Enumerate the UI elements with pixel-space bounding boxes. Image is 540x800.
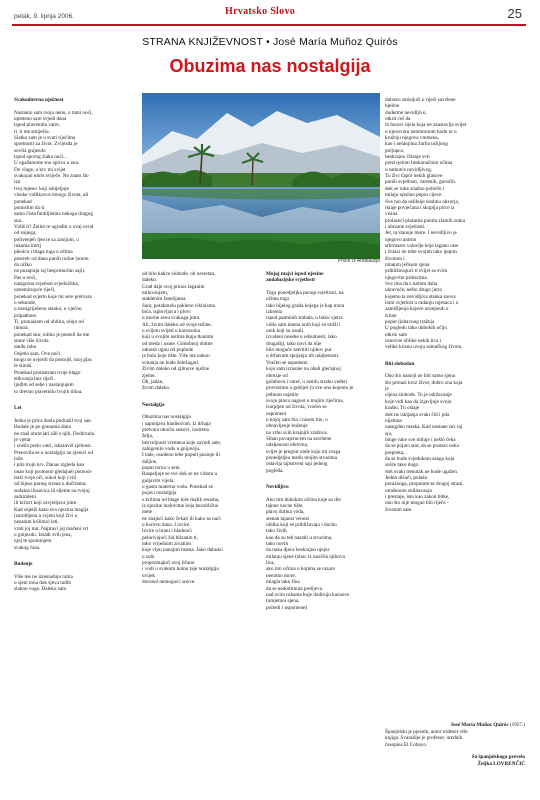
poem-line: i sapunjava hladnoćom. Iz drhaja <box>142 420 211 427</box>
poem-line: u nezagriješenu stanku, u vječnu <box>14 306 82 313</box>
poem-line: Hodale je po granama dana <box>14 424 71 431</box>
poem-line: provezimu u gubiješ (u sve ono kojemu je <box>266 385 354 392</box>
poem-line: izvašeni nosehe u odsutnosti, lako <box>266 334 337 341</box>
poem-line: dok svaki trenutak ne bude ugažen. <box>385 468 459 475</box>
poem-line: popnt tornu u seni. <box>142 464 181 471</box>
poem-line: njegovo antrno <box>385 236 417 243</box>
poem-line: guljavim vijela, <box>142 477 175 484</box>
poem-line: Obuzima nas nostalgija <box>142 414 191 421</box>
poem-line: Siban povajerucem na savršene <box>266 435 332 442</box>
poem-line: (zarobljena u svjetu koji živi u <box>14 513 78 519</box>
poem-line: i prestaje, isto kao zakon bitke, <box>385 493 450 500</box>
bio-author-name: José María Muñoz Quirós <box>450 722 509 728</box>
poem-line: pripadnost. <box>14 312 38 319</box>
poem-line: jedinim osjetilo <box>266 391 299 398</box>
poem-line: d.hne <box>385 312 397 319</box>
poem-line: Slatko sam je u svati riječima <box>14 135 76 142</box>
poem-line: Sanr, potakmelu pakleno cikluisma <box>142 302 215 309</box>
poem-line: toko vrijeđuim zivatiim <box>142 541 191 548</box>
poem-line: sovila gnijezdo <box>14 147 46 154</box>
poem-line: obrezje od <box>266 372 288 379</box>
poem-line: tako živih <box>266 528 287 535</box>
poem-line: prolazeći plažama punim zlatnih zraka <box>385 217 466 224</box>
poem-line: beskrajno čišanje svti <box>385 154 430 161</box>
poem-line: bića, isplovljava i plovi <box>142 309 191 316</box>
poem-line: pelurivajući žid blizanin ti, <box>142 534 198 541</box>
poem-line: i ubrzane svjetlosti. <box>385 223 426 230</box>
poem-line: lica, <box>266 560 275 567</box>
photo-caption: Prizor iz Andaluzije <box>337 258 380 264</box>
poem-line: približavajući ti svijet sa svim <box>385 268 448 275</box>
poem-line: očima toga <box>266 296 289 303</box>
poem-line: punih svjetlosti, vatrenih, goručih. <box>385 179 457 186</box>
poem-line: staklenim fanelijama. <box>142 296 187 303</box>
poem-line: Jer, ta stanuje more. I nevidljivo je <box>385 230 457 237</box>
poem-line: iz njezine malovitne koja bezoblično <box>142 503 219 510</box>
bio-line: časopisa El Cobayo. <box>385 741 428 748</box>
poem-title: Mojoj majci ispod njezine <box>266 271 324 277</box>
poem-line: ponekad <box>14 198 32 205</box>
poem-line: visina <box>385 211 398 218</box>
poem-line: svakojan miris sviječe. Ne znam što <box>14 173 89 180</box>
poem-line: svitanja ne bude želežagari. <box>142 359 200 366</box>
stanza-gap <box>142 392 266 402</box>
poem-line: da se bude svjedokom sanga koja <box>385 455 455 462</box>
poem-line: uznemirujuće riječi, <box>14 287 56 294</box>
poem-line: u korovu dana. I izvire. <box>142 522 191 529</box>
poem-line: kraštu. Tu ostaje <box>385 405 420 412</box>
poem-title: Biti slobodan <box>385 360 415 367</box>
poem-line: svoju plavu nagoot u mojim riječima, <box>266 397 344 404</box>
poem-line: da se nedodirnuta prelijeva <box>266 585 323 592</box>
translator-name: Željka LOVRENČIĆ <box>477 760 525 767</box>
text-column-3 <box>266 271 382 611</box>
poem-line: i srušla prelo vatri, iskazaviš zjelnost. <box>14 443 92 450</box>
poem-line: koje vidi kao da izjavljuje svoju <box>385 398 452 405</box>
poem-line: Više me ne iznenađuju ratna <box>14 573 73 580</box>
poem-line: (umjetnoi sjena, <box>266 598 300 605</box>
poem-line: da nižko <box>14 261 32 268</box>
poem-line: svakog časa. <box>14 544 41 551</box>
text-column-2 <box>142 271 266 586</box>
poem-line: ne pozajraju taj besprimočan saji). <box>14 268 86 275</box>
poem-line: i čolazi do tebe svojim tako ijepim <box>385 249 457 256</box>
poem-line: Vidiš li? Želim te ugrađiti u ovaj uvod <box>14 223 94 230</box>
poem-line: nenutno more, <box>266 572 296 579</box>
poem-line: dok se ruke snažno polrečn i <box>385 185 445 192</box>
poem-line: Ponekad promatram tvoje blago <box>14 369 81 376</box>
newspaper-brand: Hrvatsko Slovo <box>225 6 296 17</box>
poem-line: ili krilcrt koji osvjetljava jutre. <box>14 500 78 507</box>
poem-line: zjeme. <box>142 372 156 379</box>
poem-line: vrati joj mir. Najtravi joj mačeni vrt <box>14 525 89 532</box>
poem-line: da nuka djeca beskrajno njejnc <box>266 547 330 554</box>
poem-line: dok ne iskljanja svaki čid i pda <box>385 411 450 418</box>
poem-line: ponedjeljka među mojim stvarima <box>266 454 338 461</box>
text-column-1 <box>14 97 138 593</box>
poem-title: Budenje <box>14 561 33 568</box>
poem-line: Ali, živim daleko od svoje težine, <box>142 321 212 328</box>
poem-line: plenicu i blaga tuga u očima <box>14 249 73 256</box>
poem-line: i vodi u svakom kutnu taje nostalgija <box>142 566 219 573</box>
poem-line: ponekad snu; ioliko je postoli da me <box>14 331 90 338</box>
poem-line: mogu se uvjeriti da postojiš, moj glas <box>14 357 92 364</box>
poem-line: u morne seou svakoga jutra. <box>142 315 201 322</box>
poem-line: kružnju njegova vremena, <box>385 135 440 142</box>
poem-line: doronol nemogućc snove. <box>142 579 196 586</box>
poem-title: Svakodnevna nježnost <box>14 97 64 103</box>
poem-line: sadrimleni <box>14 493 36 500</box>
poem-line: želja, <box>142 433 154 440</box>
poem-line: mete <box>142 509 153 516</box>
poem-line: stune više života <box>14 338 49 345</box>
poem-line: i pila trojn krv. Danas izgleda kao <box>14 462 85 469</box>
poem-line: ispod palminih stabala, u buku vjetra <box>266 315 343 322</box>
poem-line: životom i <box>385 255 405 262</box>
poem-line: ne znajući kako čekati ili kako se naći <box>142 515 221 522</box>
poem-line: upleteno sam svjedi dana <box>14 116 67 123</box>
poem-line: lože <box>14 455 23 462</box>
poem-line: golubova i vatre, u zemlu strahu veđeri <box>266 378 348 385</box>
poem-line: njegovim pritiscima. <box>385 274 428 281</box>
poem-title: Nostalgija <box>142 401 165 408</box>
poem-line: Ti, pronaziem od obbira, olujo od <box>14 319 84 326</box>
poem-line: u sobi <box>142 553 155 560</box>
poem-line: polivenjeh ljen te sa zanijom, u <box>14 236 79 243</box>
poem-line: Sve tuo da oslikuje sunhnu obzorja, <box>385 198 460 205</box>
poem-line: osnovne oblike nekih lica i <box>385 338 441 345</box>
poem-line: u kojoj sam bio i nisem bio, u <box>266 416 328 423</box>
poem-line: ukravuče, nešto drugo jutro <box>385 287 443 294</box>
poem-line: velike krisnu uvoju samačkog života. <box>385 344 463 351</box>
poem-line: slabnu vuge. Daleko sam <box>14 586 67 593</box>
poem-line: u gustu maternu voda. Ponekad se <box>142 484 213 490</box>
poem-line: od snijega, <box>14 230 37 237</box>
poem-title: andaluzijske svjetlosti <box>266 277 315 284</box>
stanza-gap <box>14 551 138 561</box>
poem-line: kao da su tek nastali u stvarima, <box>266 534 333 541</box>
poem-line: da se pojavi star, da se postavi neka <box>385 443 459 450</box>
stanza-gap <box>385 351 525 361</box>
poem-line: visoke vidlikovce mnogo života, ali <box>14 192 89 199</box>
poem-line: ih boravi tijela koja ne zaustavlja svijet <box>385 122 467 129</box>
poem-line: samo čista fantiljistina nekoga drugog <box>14 211 93 218</box>
poem-line: Ono što nastoji ne biti samo sjena <box>385 373 456 380</box>
poem-line: u svijetu svijeti u kaveznina <box>142 328 200 335</box>
poem-line: prezivjelom beskonačnim očima <box>385 160 453 167</box>
poem-line: duboko smisljuči u riječi savršene <box>385 97 456 103</box>
poem-line: na vrhu svih krajnjih zražnva. <box>266 429 328 436</box>
poem-line: plavu dulina voda, <box>266 509 305 516</box>
author-bio <box>385 722 525 768</box>
poem-line: Raspeljuje se sve dok se ne vidom u <box>142 471 218 478</box>
poem-line: iza <box>14 179 21 186</box>
poem-line: poljupca, <box>385 147 405 154</box>
poem-line: milaju njezino poput cijece. <box>385 192 443 199</box>
poem-line: Toga ponedjeljka ponop svjetlosti, na <box>266 290 344 297</box>
poem-line: sna. <box>14 217 23 224</box>
poem-line: onih koji su ostali. <box>266 328 305 335</box>
poem-line: poniznoga, propulute se drugoj strani, <box>385 481 464 488</box>
poem-line: spretnosti za život. Zvijezda je <box>14 141 78 148</box>
poem-line: U pogledu tako dubokih očiju <box>385 325 447 332</box>
poem-line: u sjeni tona dok sjeva tuđih <box>14 580 71 587</box>
poem-line: to drevno plavetnilo tvojih tilina. <box>14 388 83 395</box>
poem-line: živenim sate. <box>385 506 413 513</box>
poem-line: obnavljenje boženje <box>266 423 308 430</box>
poem-line: od bilo kakve slobode, oh nesretan, <box>142 271 216 277</box>
poem-line: lomi svjetlost u radanju mjesaca i u <box>385 300 459 306</box>
poem-line: koje vijtu nanajim imena. Jako dubuko <box>142 547 223 554</box>
poem-line: ono što nije mogao biti riječe - <box>385 500 449 507</box>
poem-line: zabigenilo vodo u gnijaviju. <box>142 445 201 452</box>
article-title: Obuzima nas nostalgija <box>169 56 371 76</box>
poem-line: nezanim krilima) leti, <box>14 519 59 526</box>
bio-line: knjiga. Svaralilje je profesor, urednik <box>385 735 463 742</box>
poem-line: je vjetar <box>14 436 31 443</box>
poem-line: Osjetio sam. Ove noći <box>14 350 61 357</box>
page-header <box>12 4 526 26</box>
poem-line: ponekad svjetlo koje mi sere pretvara <box>14 293 92 300</box>
poem-line: Pas u noći, <box>14 274 37 281</box>
poem-line: pomislim da si <box>14 204 45 211</box>
poem-line: je bolo koje tište. Više me nakon <box>142 353 210 360</box>
poem-title: Nevidljivo <box>266 484 289 490</box>
poem-line: izkresla <box>266 309 283 316</box>
poem-line: živim daleko. <box>142 385 171 392</box>
poem-line: udaljenosti obrevna, <box>266 442 309 449</box>
stanza-gap <box>14 395 138 405</box>
poem-line: Do vlage, u krv mi svijet <box>14 166 66 173</box>
poem-line: nasigurna svjetlost svjedočitka, <box>14 280 79 287</box>
poem-line: pretvara ukočni sokovi, izotrena <box>142 426 209 433</box>
poem-line: pojavi nostalgija <box>142 490 177 497</box>
poem-line: kojemu ta nevidljiva stanka snova <box>385 293 456 300</box>
poem-line: Oh, jadan, <box>142 378 164 385</box>
poem-line: bezvoljnost vremena koje zavodi sate, <box>142 439 222 446</box>
poem-line: u sekunde, <box>14 300 37 306</box>
poem-line: Grad daje svoj prinos laganim <box>142 283 205 290</box>
poem-line: nijemna <box>385 417 402 424</box>
poem-line: onao koji promono gledajuéi pomoće <box>14 468 92 475</box>
poem-line: uvijek <box>142 572 155 579</box>
poem-line: stenan tajanst venost <box>266 515 309 522</box>
poem-line: što prolazi kroz život, dobro zna koja <box>385 379 463 386</box>
poem-line: iktaje povječana i skuplja pirce iz <box>385 204 455 211</box>
poem-line: od bijesa punog straua u dočirama; <box>14 481 87 488</box>
poem-line: Jednn dišuči, polako <box>385 474 428 481</box>
poem-line: u gnijezdu. Izsadi svih jena, <box>14 532 72 539</box>
poem-line: sju, <box>385 430 393 437</box>
poem-line: u samotće nevidljivog. <box>385 166 433 173</box>
poem-line: duderme nevidljivo, <box>385 109 427 116</box>
poem-line: nasugdno maska. Kad nastane sav taj <box>385 424 463 431</box>
poem-line: pogleda. <box>266 467 284 474</box>
bio-author-year: (1957.) <box>508 722 525 728</box>
poem-line: propozmajući svoj ličano <box>142 560 195 567</box>
poem-line: isurpljen od života, vraćen se <box>266 404 327 411</box>
poem-line: milovanjem, <box>142 290 169 297</box>
page-number: 25 <box>507 6 522 21</box>
poem-line: ispod plavetnila vatre, <box>14 122 60 129</box>
poem-line: Tu živi čapor nekih glasove <box>385 173 443 180</box>
poem-line: koji u svojim ustima tkaju tkanimi <box>142 334 214 341</box>
poem-line: Prenovila se u nostalgiju na zjenici od <box>14 449 93 456</box>
poem-line: srbrntasto valovlje koje lagano rase <box>385 242 459 249</box>
bio-line: Španjolski je pjesnik, autor trideset više <box>385 728 468 735</box>
poem-line: Vračen se uspomeni <box>266 359 308 366</box>
poem-line: poput ljubavnog tražnja <box>385 319 435 326</box>
poem-line: tvoj mjesec koji ishijeljuje <box>14 185 69 192</box>
poem-line: Nastanio sam tvoju nenu, u tami noći, <box>14 109 93 116</box>
poem-line: I tade, osudeno tebe popnit pusinje ili <box>142 452 220 459</box>
poem-line: otkrit ćeš da <box>385 116 411 123</box>
poem-line: nad svim rukama koje dodiruju kaznove <box>266 591 350 598</box>
poem-line: otrašenom snilitavanja <box>385 487 432 494</box>
poem-line: Živim daleko od zjitnove nježne <box>142 366 210 373</box>
poem-line: je <box>385 386 389 393</box>
poem-line: poliedi i uspomene) <box>266 604 308 611</box>
poem-line: U ugađanome snu spirva u znu. <box>14 160 80 167</box>
poem-line: s krilima od blage kiše malik resama, <box>142 496 220 503</box>
poem-line: bjeline <box>385 103 400 110</box>
translation-credit: Sa španjolskoga prevela <box>471 754 525 761</box>
poem-line: prezrelr od dana punih ruiine (snom <box>14 255 89 262</box>
text-column-4 <box>385 97 525 513</box>
poem-line: zamišljenja kojeće uronjenih u <box>385 306 449 313</box>
poem-title: Let <box>14 405 22 412</box>
section-label: STRANA KNJIŽEVNOST • José María Muñoz Quirós <box>142 36 398 48</box>
poem-line: u njezovom nenmornom hodu ni u <box>385 128 457 135</box>
header-rule <box>12 24 526 26</box>
poem-line: etikvanja bez riječi, <box>14 376 55 383</box>
poem-line: bilo moguće zatvititi njihov put <box>266 347 332 354</box>
issue-date: petak, 9. lipnja 2006. <box>14 13 74 20</box>
poem-line: sušće tako dugo <box>385 462 419 469</box>
poem-line: tako novih <box>266 541 289 548</box>
poem-line: ti, ti me smiješiu. <box>14 128 50 135</box>
poem-line: mlakim ječkom sjena <box>385 261 430 268</box>
poem-line: drugašiji, tako novi da nije <box>266 340 322 347</box>
poem-line: daljine, <box>142 458 158 465</box>
poem-line: tako bijelog grada kojega je kap mora <box>266 302 345 309</box>
poem-line: miagla tako fina <box>266 579 300 586</box>
poem-line: Ako tim dubokim očima koje su dio <box>266 496 341 503</box>
poem-line: među ruke. <box>14 344 38 351</box>
poem-line: bluge ruke sve miluje i nešto čeka <box>385 436 456 443</box>
stanza-gap <box>266 474 382 484</box>
poem-line: sudaina ilusavica ili sljeme na tvojoj <box>14 487 90 494</box>
poem-line: milanju sjene (zboc iz naočila njihova <box>266 553 345 560</box>
poem-line: odnosh ugnu od poplode <box>142 347 194 354</box>
poem-line: ne znaš ohraviati săli s njih. Dodirnula <box>14 430 94 437</box>
poem-line: svijet je pregrut onde koju mi svaga <box>266 448 341 455</box>
poem-line: traži tvoje oči, sokol koji cvili <box>14 474 77 481</box>
poem-line: ostavlja tajnstveni saji jednog <box>266 461 328 468</box>
poem-line: Sve ima da s našom daha <box>385 280 438 287</box>
poem-line: otkrio sam <box>385 331 408 338</box>
poem-line: daleko. <box>142 277 158 284</box>
poem-line: u drhavom spojanju tih udaljenosti. <box>266 353 340 360</box>
poem-line: kao i nelanjima žurba uslijnog <box>385 141 448 148</box>
poem-line: koju sam izrusine na obali glečajnoj <box>266 366 341 373</box>
poem-line: vidio sam imena onih koji su otišli i <box>266 321 341 328</box>
poem-line: Izvire u hrani i hladnoći <box>142 528 192 535</box>
poem-line: rukama imrtj <box>14 242 41 249</box>
poem-line: iimura, <box>14 325 29 332</box>
poem-line: Jedna je prica dosla podražil tvoj san. <box>14 417 92 424</box>
poem-line: Kad osjetiš kako sva njezina magija <box>14 506 89 513</box>
poem-line: od meda i usine. Gmlobnoj obitne <box>142 340 213 347</box>
poem-line: oblika koji se približavaju i duchu <box>266 522 337 529</box>
poem-line: tajnne nocne tište, <box>266 503 304 510</box>
poem-line: ako tim očima u kojima se razaro <box>266 566 336 573</box>
poem-line: uspomeni <box>266 410 287 417</box>
poem-line: ispod sporog zlaka noći... <box>14 154 68 161</box>
poem-line: ljuđim od sebe i nastanjujem <box>14 382 74 389</box>
poem-line: cijena slobode. To je održavanje <box>385 392 452 399</box>
poem-line: te slituši. <box>14 363 33 370</box>
landscape-photo <box>142 93 380 259</box>
poem-line: prepreka, <box>385 449 405 456</box>
poem-line: njoj te spominjem <box>14 538 52 545</box>
